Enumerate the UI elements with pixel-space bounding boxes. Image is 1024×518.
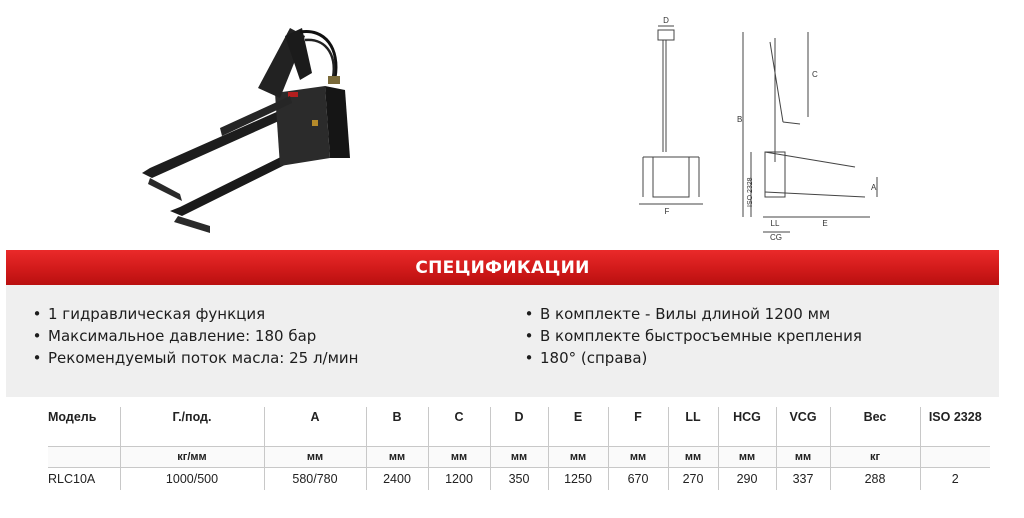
unit-cell: мм [548, 447, 608, 468]
col-header: LL [668, 407, 718, 447]
spec-item: • Максимальное давление: 180 бар [20, 325, 358, 347]
spec-item: • 180° (справа) [512, 347, 862, 369]
unit-cell: мм [428, 447, 490, 468]
dim-ll-label: LL [770, 219, 780, 228]
table-cell: 350 [490, 468, 548, 491]
spec-item: • В комплекте быстросъемные крепления [512, 325, 862, 347]
spec-item: • Рекомендуемый поток масла: 25 л/мин [20, 347, 358, 369]
unit-cell: мм [490, 447, 548, 468]
table-cell: 288 [830, 468, 920, 491]
dim-c-label: C [812, 70, 818, 79]
col-header: VCG [776, 407, 830, 447]
col-header: D [490, 407, 548, 447]
table-cell: 1200 [428, 468, 490, 491]
col-header: Модель [48, 410, 97, 424]
table-cell: 1000/500 [120, 468, 264, 491]
specs-table [48, 407, 990, 490]
table-cell: 2400 [366, 468, 428, 491]
unit-cell: мм [718, 447, 776, 468]
table-row [48, 468, 990, 491]
col-header: Вес [830, 407, 920, 447]
specifications-box [6, 285, 999, 397]
spec-list-left [20, 303, 358, 369]
dim-e-label: E [822, 219, 828, 228]
technical-drawings [625, 12, 875, 242]
unit-cell: мм [264, 447, 366, 468]
product-photo [140, 18, 370, 238]
table-cell: 2 [920, 468, 990, 491]
unit-cell: мм [668, 447, 718, 468]
table-cell: 1250 [548, 468, 608, 491]
spec-list-right [512, 303, 862, 369]
unit-cell [920, 447, 990, 468]
unit-cell: мм [366, 447, 428, 468]
dim-b-label: B [737, 115, 743, 124]
spec-item: • 1 гидравлическая функция [20, 303, 358, 325]
unit-cell: кг [830, 447, 920, 468]
unit-cell: мм [608, 447, 668, 468]
col-header: E [548, 407, 608, 447]
table-cell: 337 [776, 468, 830, 491]
table-cell: 580/780 [264, 468, 366, 491]
col-header: ISO 2328 [920, 407, 990, 447]
table-cell: 670 [608, 468, 668, 491]
spec-item: • В комплекте - Вилы длиной 1200 мм [512, 303, 862, 325]
dim-d-label: D [663, 16, 669, 25]
section-header-bar [6, 250, 999, 285]
col-header: C [428, 407, 490, 447]
dim-cg-label: CG [770, 233, 782, 242]
unit-cell: мм [776, 447, 830, 468]
col-header: Г./под. [120, 407, 264, 447]
table-cell: RLC10A [48, 472, 96, 486]
dim-iso-label: ISO 2328 [747, 177, 754, 207]
table-units-row [48, 447, 990, 468]
col-header: B [366, 407, 428, 447]
table-cell: 270 [668, 468, 718, 491]
dim-a-label: A [871, 183, 877, 192]
dim-f-label: F [664, 207, 670, 216]
section-title: СПЕЦИФИКАЦИИ [415, 257, 590, 278]
table-header-row [48, 407, 990, 447]
unit-cell [48, 447, 120, 468]
unit-cell: кг/мм [120, 447, 264, 468]
col-header: HCG [718, 407, 776, 447]
col-header: A [264, 407, 366, 447]
table-cell: 290 [718, 468, 776, 491]
col-header: F [608, 407, 668, 447]
